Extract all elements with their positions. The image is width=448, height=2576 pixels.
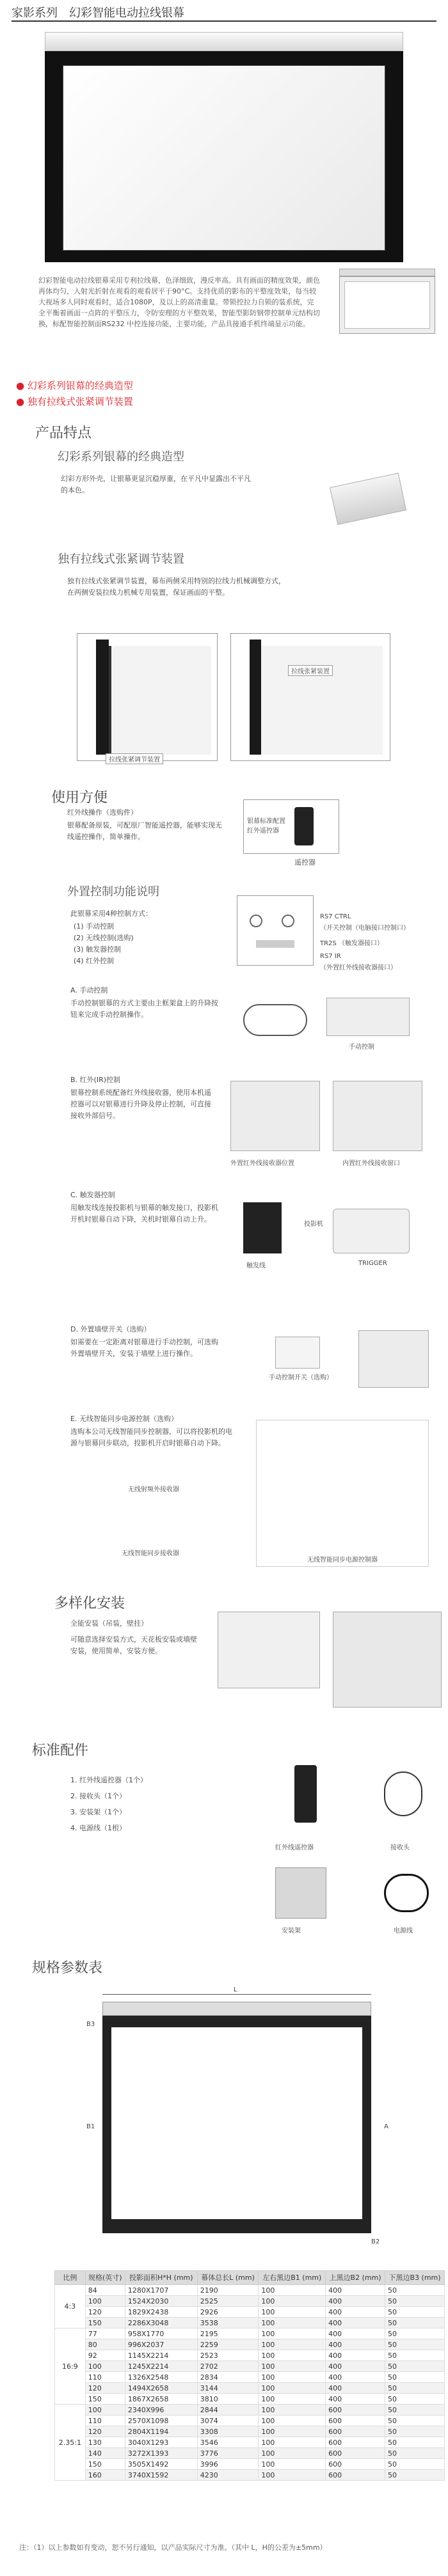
spec-header-row (55, 2271, 445, 2285)
footnote: 注：（1）以上参数如有变动，恕不另行通知，以产品实际尺寸为准。（其中 L，H的公差为±5mm） (19, 2543, 327, 2552)
ir2-text: 银幕控制系统配备红外线接收器，使用本机遥控器可以对银幕进行升降及停止控制，可直接接收外部信号。 (70, 1088, 211, 1120)
spec-cell: 600 (326, 2405, 385, 2415)
spec-cell: 2195 (197, 2329, 259, 2339)
trig-text: 用触发线连接投影机与银幕的触发接口，投影机开机时银幕自动下降，关机时银幕自动上升。 (70, 1204, 218, 1223)
spec-col-header: 比例 (55, 2271, 86, 2285)
spec-cell: 50 (385, 2437, 445, 2448)
spec-cell: 50 (385, 2318, 445, 2329)
spec-cell: 100 (259, 2361, 326, 2372)
spec-cell: 80 (85, 2339, 125, 2350)
spec-cell: 50 (385, 2459, 445, 2470)
spec-cell: 3272X1393 (125, 2448, 197, 2459)
spec-cell: 3538 (197, 2318, 259, 2329)
manual-label: 手动控制 (349, 1044, 374, 1051)
spec-cell: 77 (85, 2329, 125, 2339)
section-heading-features: 产品特点 (35, 425, 92, 441)
spec-cell: 100 (259, 2383, 326, 2394)
spec-cell: 100 (259, 2285, 326, 2296)
ir-title: 红外线操作（选购件） (67, 808, 138, 817)
section-heading-convenience: 使用方便 (51, 790, 108, 806)
ext-label-1: RS7 CTRL (320, 913, 351, 920)
ext-label-3: TR2S （触发器接口） (320, 940, 383, 947)
spec-cell: 140 (85, 2448, 125, 2459)
spec-cell: 3776 (197, 2448, 259, 2459)
spec-cell: 150 (85, 2394, 125, 2405)
spec-row (55, 2296, 445, 2307)
spec-cell: 110 (85, 2415, 125, 2426)
product-title: 幻彩智能电动拉线银幕 (69, 6, 184, 20)
spec-cell: 400 (326, 2296, 385, 2307)
trigger-cable-image (243, 1202, 282, 1253)
spec-cell: 1280X1707 (125, 2285, 197, 2296)
wall-text: 如需要在一定距离对银幕进行手动控制，可选购外置墙壁开关，安装于墙壁上进行操作。 (70, 1338, 218, 1358)
acc-caption-2: 接收头 (390, 1844, 410, 1851)
page-header (12, 4, 184, 20)
spec-cell: 100 (259, 2459, 326, 2470)
spec-cell: 100 (259, 2448, 326, 2459)
spec-cell: 50 (385, 2350, 445, 2361)
screen-white-area (63, 65, 385, 251)
spec-row (55, 2426, 445, 2437)
spec-cell: 100 (85, 2296, 125, 2307)
series-name: 家影系列 (12, 6, 58, 20)
spec-cell: 400 (326, 2339, 385, 2350)
remote-image (243, 799, 339, 863)
spec-cell: 50 (385, 2296, 445, 2307)
acc-caption-4: 电源线 (394, 1928, 413, 1935)
spec-cell: 1245X2214 (125, 2361, 197, 2372)
spec-cell: 400 (326, 2394, 385, 2405)
spec-col-header: 左右黑边B1 (mm) (259, 2271, 326, 2285)
manual-title: A. 手动控制 (70, 986, 108, 994)
spec-table-body (55, 2285, 445, 2481)
section-heading-spec: 规格参数表 (32, 1960, 103, 1976)
spec-cell: 2259 (197, 2339, 259, 2350)
ir2-label-2: 内置红外线接收窗口 (342, 1160, 400, 1167)
spec-cell: 400 (326, 2318, 385, 2329)
spec-row (55, 2415, 445, 2426)
spec-cell: 400 (326, 2307, 385, 2318)
wall-install-image (358, 1330, 429, 1388)
spec-cell: 1867X2658 (125, 2394, 197, 2405)
spec-cell: 1326X2548 (125, 2372, 197, 2383)
header-rule (12, 20, 436, 22)
acc-list-1: 1. 红外线遥控器（1个） (70, 1776, 147, 1784)
spec-cell: 50 (385, 2307, 445, 2318)
spec-cell: 110 (85, 2372, 125, 2383)
tension-diagram-left (77, 633, 218, 761)
spec-cell: 50 (385, 2339, 445, 2350)
spec-cell: 50 (385, 2426, 445, 2437)
screen-surface (45, 51, 403, 262)
feature-item-2-label: 独有拉线式张紧调节装置 (27, 396, 133, 407)
spec-cell: 100 (259, 2415, 326, 2426)
spec-cell: 100 (259, 2405, 326, 2415)
spec-cell: 2844 (197, 2405, 259, 2415)
spec-col-header: 幕体总长L (mm) (197, 2271, 259, 2285)
spec-ratio-cell: 4:3 (55, 2285, 86, 2329)
ext-title: 外置控制功能说明 (67, 885, 159, 899)
dim-A: A (384, 2123, 388, 2130)
label-tension: 拉线张紧装置 (288, 665, 333, 676)
spec-row (55, 2470, 445, 2481)
spec-cell: 2804X1194 (125, 2426, 197, 2437)
spec-cell: 2834 (197, 2372, 259, 2383)
manual-text: 手动控制银幕的方式主要由主框架盒上的升降按钮来完成手动控制操作。 (70, 999, 218, 1019)
spec-row (55, 2448, 445, 2459)
wall-title: D. 外置墙壁开关（选购） (70, 1325, 151, 1333)
manual-switch-image (326, 998, 410, 1036)
spec-cell: 2570X1098 (125, 2415, 197, 2426)
ext-label-4: RS7 IR (320, 953, 341, 960)
dimension-diagram (96, 1989, 378, 2245)
spec-cell: 100 (259, 2437, 326, 2448)
spec-ratio-cell: 16:9 (55, 2329, 86, 2405)
spec-cell: 130 (85, 2437, 125, 2448)
trig-label-3: TRIGGER (358, 1260, 387, 1267)
spec-cell: 400 (326, 2285, 385, 2296)
remote-label: 银幕标准配置红外遥控器 (247, 818, 285, 835)
spec-col-header: 上黑边B2 (mm) (326, 2271, 385, 2285)
spec-cell: 50 (385, 2415, 445, 2426)
spec-cell: 3308 (197, 2426, 259, 2437)
dim-B3: B3 (86, 2021, 95, 2028)
remote-accessory-icon (294, 1765, 317, 1823)
spec-row (55, 2350, 445, 2361)
wall-label: 手动控制开关（选购） (269, 1374, 333, 1381)
wireless-diagram (256, 1420, 429, 1567)
ir-internal-image (333, 1081, 422, 1151)
spec-cell: 100 (259, 2296, 326, 2307)
spec-row (55, 2329, 445, 2339)
spec-cell: 2702 (197, 2361, 259, 2372)
ir-text: 银幕配备原装，可配原厂智能遥控器，能够实现无线遥控操作，简单操作。 (67, 821, 222, 841)
feature-sub-1: 幻彩系列银幕的经典造型 (58, 450, 184, 464)
spec-cell: 50 (385, 2372, 445, 2383)
tension-diagram-right (230, 633, 390, 761)
spec-cell: 50 (385, 2405, 445, 2415)
hero-screen-image (45, 32, 403, 262)
spec-cell: 400 (326, 2383, 385, 2394)
manual-updown-diagram (243, 998, 307, 1042)
spec-row (55, 2394, 445, 2405)
spec-cell: 2525 (197, 2296, 259, 2307)
section-heading-accessories: 标准配件 (32, 1743, 89, 1759)
spec-cell: 1829X2438 (125, 2307, 197, 2318)
spec-col-header: 下黑边B3 (mm) (385, 2271, 445, 2285)
spec-cell: 600 (326, 2426, 385, 2437)
spec-cell: 2340X996 (125, 2405, 197, 2415)
ext-label-5: （外置红外线接收器接口） (320, 964, 397, 971)
spec-cell: 120 (85, 2426, 125, 2437)
spec-cell: 600 (326, 2470, 385, 2481)
spec-cell: 50 (385, 2470, 445, 2481)
spec-row (55, 2459, 445, 2470)
spec-cell: 3144 (197, 2383, 259, 2394)
receiver-cable-icon (384, 1771, 422, 1816)
wireless-title: E. 无线智能同步电源控制（选购） (70, 1415, 178, 1423)
spec-cell: 400 (326, 2350, 385, 2361)
spec-cell: 84 (85, 2285, 125, 2296)
section-heading-install: 多样化安装 (54, 1596, 125, 1612)
spec-cell: 2286X3048 (125, 2318, 197, 2329)
acc-caption-1: 红外线遥控器 (275, 1844, 314, 1851)
trig-label-1: 投影机 (304, 1221, 323, 1228)
feature-sub-1-text: 幻彩方形外壳，让银幕更显沉稳厚重，在平凡中显露出不平凡的本色。 (61, 475, 251, 494)
spec-cell: 120 (85, 2307, 125, 2318)
spec-cell: 3040X1293 (125, 2437, 197, 2448)
spec-cell: 100 (259, 2329, 326, 2339)
spec-row (55, 2383, 445, 2394)
mount-bracket-icon (275, 1867, 326, 1919)
spec-cell: 50 (385, 2329, 445, 2339)
spec-row (55, 2307, 445, 2318)
spec-cell: 100 (259, 2372, 326, 2383)
feature-sub-2-text: 独有拉线式张紧调节装置，幕布两侧采用特别的拉线力机械调整方式，在两侧安装拉线力机械专用装置，保证画面的平整。 (67, 577, 285, 597)
spec-cell: 4230 (197, 2470, 259, 2481)
acc-caption-3: 安装架 (282, 1928, 301, 1935)
dim-B2: B2 (371, 2238, 380, 2245)
acc-list-3: 3. 安装架（1个） (70, 1808, 126, 1816)
wireless-label-1: 无线射频外接收器 (128, 1486, 179, 1493)
spec-cell: 100 (259, 2339, 326, 2350)
spec-cell: 150 (85, 2318, 125, 2329)
spec-row (55, 2361, 445, 2372)
spec-cell: 2523 (197, 2350, 259, 2361)
spec-cell: 100 (259, 2470, 326, 2481)
wireless-label-3: 无线智能同步电源控制器 (307, 1557, 378, 1564)
remote-caption: 遥控器 (294, 858, 316, 867)
installed-screen-image (333, 269, 442, 339)
spec-cell: 50 (385, 2383, 445, 2394)
ext-list-3: (3) 触发器控制 (74, 945, 122, 954)
spec-cell: 100 (259, 2350, 326, 2361)
spec-row (55, 2285, 445, 2296)
ir-external-image (230, 1081, 320, 1151)
spec-cell: 120 (85, 2383, 125, 2394)
spec-cell: 600 (326, 2437, 385, 2448)
install-sub: 全能安装（吊装，壁挂） (70, 1619, 148, 1628)
spec-cell: 100 (85, 2361, 125, 2372)
spec-cell: 3505X1492 (125, 2459, 197, 2470)
spec-cell: 600 (326, 2459, 385, 2470)
remote-control-icon (294, 807, 314, 845)
wall-switch-image (275, 1337, 320, 1369)
spec-cell: 50 (385, 2285, 445, 2296)
spec-cell: 996X2037 (125, 2339, 197, 2350)
spec-ratio-cell: 2.35:1 (55, 2405, 86, 2481)
feature-item-1-label: 幻彩系列银幕的经典造型 (27, 380, 133, 391)
power-cord-icon (384, 1874, 429, 1912)
spec-cell: 1524X2030 (125, 2296, 197, 2307)
acc-list-4: 4. 电源线（1根） (70, 1824, 126, 1832)
dim-B1: B1 (86, 2123, 95, 2130)
ir2-label-1: 外置红外线接收器位置 (230, 1160, 294, 1167)
spec-cell: 400 (326, 2361, 385, 2372)
spec-cell: 92 (85, 2350, 125, 2361)
control-panel-image (237, 895, 314, 966)
spec-row (55, 2318, 445, 2329)
spec-cell: 100 (259, 2394, 326, 2405)
spec-cell: 3810 (197, 2394, 259, 2405)
feature-item-1: ● 幻彩系列银幕的经典造型 (16, 380, 133, 391)
spec-cell: 400 (326, 2329, 385, 2339)
spec-cell: 160 (85, 2470, 125, 2481)
feature-item-2: ● 独有拉线式张紧调节装置 (16, 396, 133, 407)
ext-list-4: (4) 红外控制 (74, 957, 115, 965)
spec-row (55, 2339, 445, 2350)
spec-cell: 50 (385, 2361, 445, 2372)
spec-cell: 100 (259, 2318, 326, 2329)
ext-label-2: （开关控制（电脑接口控制口） (320, 925, 410, 932)
ext-list-1: (1) 手动控制 (74, 922, 115, 931)
spec-cell: 50 (385, 2448, 445, 2459)
spec-cell: 2190 (197, 2285, 259, 2296)
spec-cell: 50 (385, 2394, 445, 2405)
spec-cell: 3740X1592 (125, 2470, 197, 2481)
spec-row (55, 2372, 445, 2383)
spec-cell: 100 (259, 2307, 326, 2318)
hand-casing-image (320, 460, 416, 537)
spec-col-header: 规格(英寸) (85, 2271, 125, 2285)
wireless-text: 选购本公司无线智能同步控制器，可以将投影机的电源与银幕同步联动，投影机开启时银幕自动下降。 (70, 1427, 232, 1447)
label-adjust: 拉线张紧调节装置 (106, 753, 163, 764)
install-wall-image (333, 1612, 442, 1708)
spec-cell: 400 (326, 2372, 385, 2383)
ext-intro: 此银幕采用4种控制方式： (70, 909, 152, 918)
feature-sub-2: 独有拉线式张紧调节装置 (58, 553, 184, 566)
intro-text: 幻彩智能电动拉线银幕采用专利拉线幕，色泽细致，漫反率高。具有画面的精度效果，颜色再体均匀，入射光折射在观看的观看居平于90°C。支持优质的影布的平整度效果，每当较大视场多人同时观看时，适合1080P，及以上的高清重量。带锁控拉力自锁的装系统，完全平衡着画面一点阵的平整压力，令防安理的方平整效果，智能型影防钢带控制单元结构切换，标配智能控制面RS232 中控连接功能，主要功能，产品具接通手机终端显示功能。 (38, 276, 320, 328)
spec-cell: 100 (85, 2405, 125, 2415)
trig-title: C. 触发器控制 (70, 1191, 115, 1199)
spec-row (55, 2405, 445, 2415)
spec-cell: 100 (259, 2426, 326, 2437)
spec-col-header: 投影面积H*H (mm) (125, 2271, 197, 2285)
trig-label-2: 触发线 (246, 1262, 266, 1269)
spec-table (54, 2270, 445, 2481)
ir2-title: B. 红外(IR)控制 (70, 1076, 121, 1084)
spec-cell: 150 (85, 2459, 125, 2470)
spec-cell: 600 (326, 2415, 385, 2426)
spec-cell: 3546 (197, 2437, 259, 2448)
spec-cell: 600 (326, 2448, 385, 2459)
install-ceiling-image (218, 1612, 320, 1688)
spec-cell: 1145X2214 (125, 2350, 197, 2361)
spec-cell: 1494X2658 (125, 2383, 197, 2394)
spec-cell: 2926 (197, 2307, 259, 2318)
screen-housing (45, 32, 403, 51)
spec-cell: 3074 (197, 2415, 259, 2426)
install-text: 可随意选择安装方式，天花板安装或墙壁安装，使用简单，安装方便。 (70, 1635, 197, 1655)
ext-list-2: (2) 无线控制(选购) (74, 934, 134, 942)
projector-image (333, 1209, 410, 1253)
spec-cell: 958X1770 (125, 2329, 197, 2339)
dim-L: L (234, 1986, 237, 1993)
spec-cell: 3996 (197, 2459, 259, 2470)
acc-list-2: 2. 接收头（1个） (70, 1792, 126, 1800)
wireless-label-2: 无线智能同步接收器 (122, 1550, 179, 1557)
spec-row (55, 2437, 445, 2448)
